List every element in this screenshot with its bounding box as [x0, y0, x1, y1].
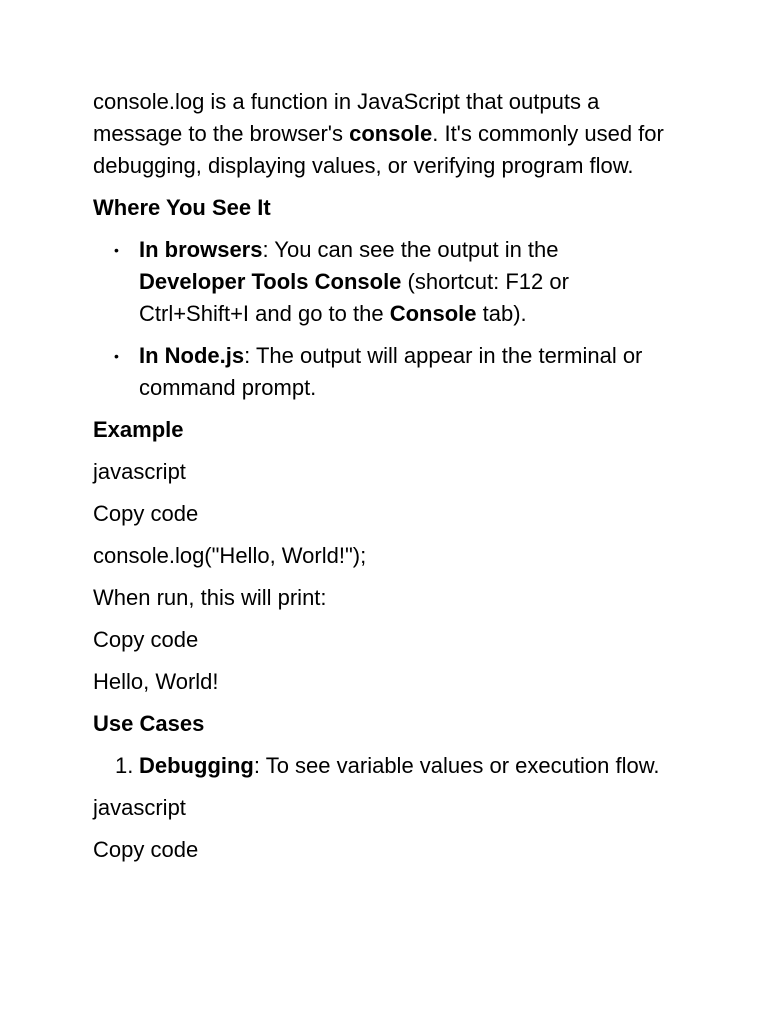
where-list [93, 234, 668, 404]
copy-code-button[interactable]: Copy code [93, 627, 199, 652]
intro-paragraph [93, 86, 668, 182]
where-heading: Where You See It [93, 195, 271, 220]
bullet-marker: • [114, 242, 119, 258]
item-bold-nodejs: In Node.js [139, 343, 245, 368]
output-line: Hello, World! [93, 669, 219, 694]
intro-text-2: . It's commonly used for debugging, displaying values, or verifying program flow. [93, 121, 664, 178]
intro-text-1: console.log is a function in JavaScript that outputs a message to the browser's [93, 89, 600, 146]
use-cases-heading: Use Cases [93, 711, 205, 736]
bullet-marker: • [114, 348, 119, 364]
code-language-label: javascript [93, 459, 186, 484]
copy-code-button[interactable]: Copy code [93, 501, 199, 526]
item-bold-browsers: In browsers [139, 237, 263, 262]
example-heading: Example [93, 417, 184, 442]
use-cases-list [93, 750, 668, 782]
list-item [93, 234, 669, 330]
copy-code-button[interactable]: Copy code [93, 837, 199, 862]
code-line: console.log("Hello, World!"); [93, 543, 367, 568]
list-item [93, 340, 669, 404]
item-text: (shortcut: F12 or Ctrl+Shift+I and go to the [139, 269, 569, 326]
item-bold-devtools: Developer Tools Console [139, 269, 402, 294]
list-item [93, 750, 669, 782]
intro-bold-console: console [349, 121, 433, 146]
item-text: : The output will appear in the terminal or command prompt. [139, 343, 643, 400]
item-text: tab). [476, 301, 527, 326]
number-marker: 1. [115, 753, 134, 778]
when-run-text: When run, this will print: [93, 585, 327, 610]
item-bold-debugging: Debugging [139, 753, 254, 778]
code-language-label: javascript [93, 795, 186, 820]
item-text: : You can see the output in the [262, 237, 559, 262]
item-bold-console: Console [389, 301, 477, 326]
item-text: : To see variable values or execution flow. [253, 753, 660, 778]
